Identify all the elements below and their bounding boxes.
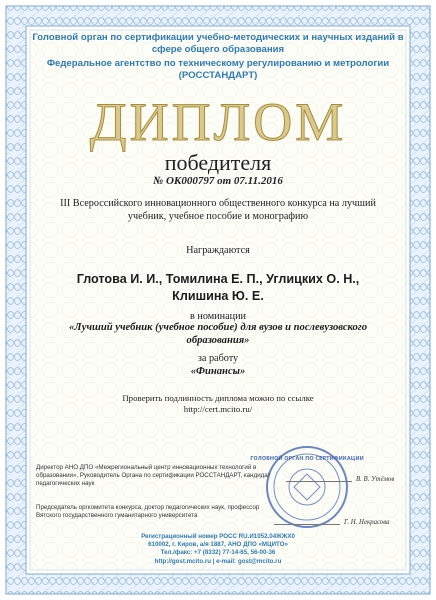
signatory-2-title: Председатель оргкомитета конкурса, доктор педагогических наук, профессор Вятского государственного гуманитарного университета [36,504,260,519]
winner-names-line-1: Глотова И. И., Томилина Е. П., Углицких О. Н., [76,272,360,286]
contact-footer [40,533,396,566]
org-line: Головной орган по сертификации учебно-методических и научных изданий в сфере общего образования [32,32,404,55]
winner-names [40,271,396,305]
signature-line-1 [286,481,352,482]
nomination-label: в номинации [190,311,246,322]
work-title: «Финансы» [190,366,246,377]
signatory-1-name: В. В. Утёмов [356,476,395,483]
web-email: http://gost.mcito.ru | e-mail: gost@mcito.ru [154,557,282,565]
work-label: за работу [197,353,239,364]
stamp-text: ГОЛОВНОЙ ОРГАН ПО СЕРТИФИКАЦИИ [250,456,364,462]
agency-line: Федеральное агентство по техническому регулированию и метрологии (РОССТАНДАРТ) [46,58,390,81]
diploma-title: ДИПЛОМ [89,92,347,152]
awarded-label: Награждаются [186,245,250,256]
diploma-number: № ОК000797 от 07.11.2016 [153,175,283,187]
nomination-title: «Лучший учебник (учебное пособие) для вузов и послевузовского образования» [68,322,368,346]
postal-address: 610002, г. Киров, а/я 1887, АНО ДПО «МЦИТО» [148,541,288,549]
certification-header [30,32,406,82]
winner-names-line-2: Клишина Ю. Е. [172,289,264,303]
registration-number: Регистрационный номер РОСС RU.И1052.04ЖЖХ0 [141,533,295,540]
signatory-1-title: Директор АНО ДПО «Межрегиональный центр инновационных технологий в образовании», Руководитель Органа по сертификации РОССТАНДАРТ, кандидат педагогических наук [36,464,271,487]
signatory-2-name: Г. Н. Некрасова [344,519,390,526]
contest-description: III Всероссийского инновационного общественного конкурса на лучший учебник, учебное пособие и монографию [60,198,376,222]
verification-note: Проверить подлинность диплома можно по ссылке http://cert.mcito.ru/ [122,393,314,414]
signature-line-2 [274,524,340,525]
phone-fax: Тел./факс: +7 (8332) 77-14-65, 56-00-36 [160,549,276,557]
diploma-subtitle: победителя [164,150,272,175]
